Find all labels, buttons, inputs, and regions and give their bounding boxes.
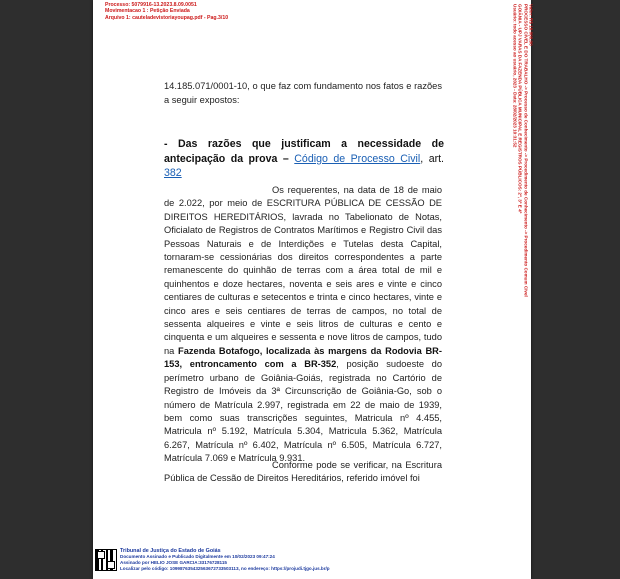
court-name: Tribunal de Justiça do Estado de Goiás — [120, 548, 221, 554]
movement-info: Movimentacao 1 : Petição Enviada — [105, 8, 190, 15]
intro-block — [164, 80, 442, 107]
process-header-stamp — [105, 2, 228, 21]
section-heading — [164, 137, 444, 181]
process-number: Processo: 5079916-13.2023.8.09.0051 — [105, 2, 197, 8]
side-stamp-value: Valor: R$ 10.000,00 — [528, 4, 534, 46]
body-bold: Fazenda Botafogo, localizada às margens da Rodovia BR-153, entroncamento com a BR-352 — [164, 345, 442, 370]
body-paragraph — [164, 184, 442, 466]
body-part-2: , posição sudoeste do perímetro urbano de Goiânia-Goiás, registrada no Cartório de Registro de Imóveis da 3ª Circunscrição de Goiânia-Go, sob o número de Matrícula 2.997, registrada em 22 de maio de 1939, bem como suas transcrições seguintes, Matricula nº 4.455, Matricula nº 5.192, Matrícula 5.304, Matricula 5.362, Matrícula 6.267, Matrícula nº 6.402, Matrícula nº 6.505, Matrícula 6.727, Matrícula 7.069 e Matrícula 9.931. — [164, 359, 443, 464]
side-stamp-court: GOIÂNIA - UPJ VARAS DA FAZENDA PÚBLICA MUNICIPAL E REGISTROS PÚBLICOS: 2ª, 3ª E 4ª — [517, 4, 523, 214]
side-stamp-user: Usuário: todo acesso ao usuário, 2023 - Data: 28/02/2023 10:31:52 — [512, 4, 518, 148]
signed-date: Documento Assinado e Publicado Digitalmente em 10/02/2023 09:47:24 — [120, 554, 275, 559]
intro-paragraph: 14.185.071/0001-10, o que faz com fundamento nos fatos e razões a seguir expostos: — [164, 81, 442, 105]
signer: Assinado por HELIO JOSE GARCIA:33176728115 — [120, 560, 227, 565]
side-stamp-class: PROCESSO CÍVEL E DO TRABALHO -> Processo de Conhecimento -> Procedimento de Conhecimento -> Procedimento Comum Cível — [523, 4, 529, 297]
verification-code: Localizar pelo código: 109987635432563672733503113, no endereço: https://projudi.tjgo.jus.br/p — [120, 566, 330, 571]
closing-paragraph: Conforme pode se verificar, na Escritura Pública de Cessão de Direitos Hereditários, referido imóvel foi — [164, 460, 442, 484]
file-info: Arquivo 1: cauteladevistoriayoupag.pdf - Pag.3/10 — [105, 14, 229, 21]
article-link[interactable]: 382 — [164, 167, 182, 180]
footer-text — [120, 548, 330, 572]
signature-footer — [93, 548, 531, 579]
heading-middle: , art. — [420, 152, 444, 165]
cpc-link[interactable]: Código de Processo Civil — [294, 152, 421, 165]
body-part-1: Os requerentes, na data de 18 de maio de 2.022, por meio de ESCRITURA PÚBLICA DE CESSÃO DE DIREITOS HEREDITÁRIOS, lavrada no Tabelionato de Notas, Oficialato de Registros de Contratos Marítimos e Registro Civil das Pessoas Naturais e de Interdições e Tutelas desta Capital, tornaram-se cessionárias dos direitos correspondentes a parte remanescente do quinhão de terras com a área total de mil e quinhentos e doze hectares, noventa e seis ares e vinte e cinco centiares de culturas e setecentos e trinta e cinco hectares, vinte e cinco ares e seis centiares de terras de campos, no total de sessenta alqueires e vinte e seis litros de culturas e cento e cinquenta e um alqueires e sessenta e nove litros de campos, tudo na — [164, 185, 442, 356]
qr-code-icon — [95, 549, 117, 571]
heading-text: - Das razões que justificam a necessidade de antecipação da prova – — [164, 138, 444, 165]
